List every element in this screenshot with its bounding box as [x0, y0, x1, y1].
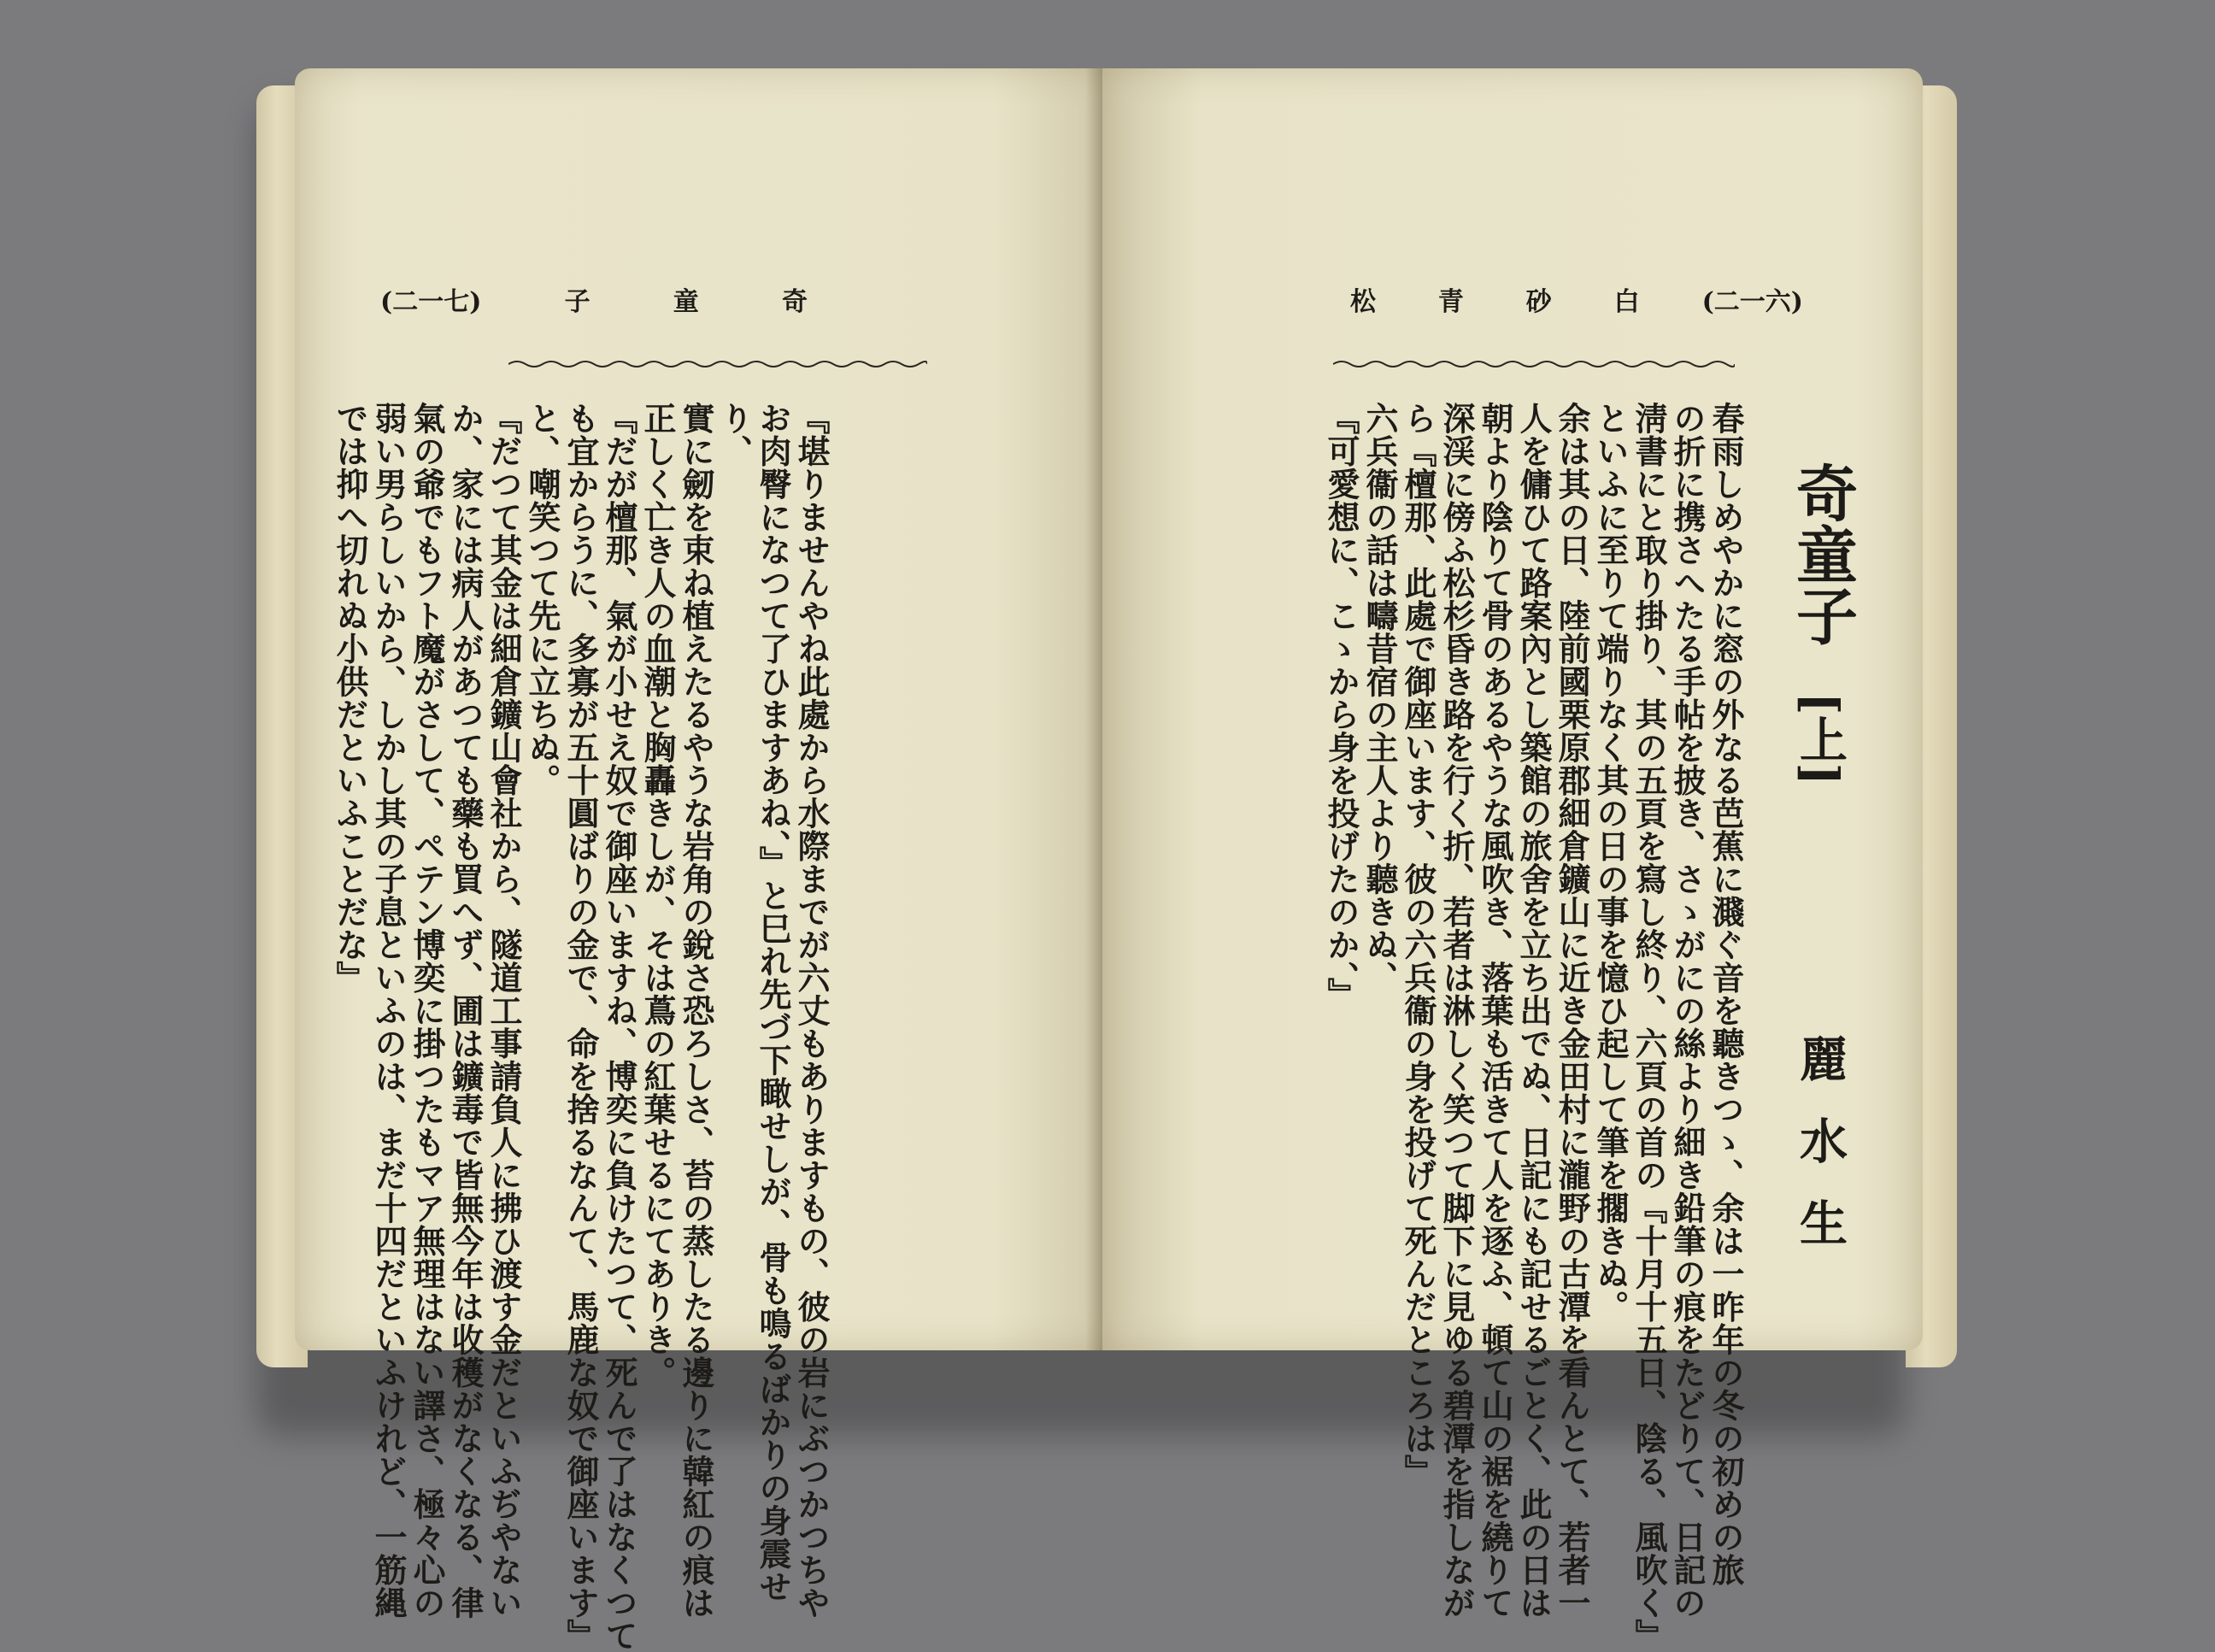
text-column: 朝より陰りて骨のあるやうな風吹き、落葉も活きて人を逐ふ、頓て山の裾を繞りて [1476, 402, 1514, 1620]
left-page-number: (二一七) [380, 287, 482, 317]
text-column: 六兵衞の話は疇昔宿の主人より聽きぬ、 [1360, 402, 1399, 994]
text-column: 春雨しめやかに窓の外なる芭蕉に濺ぐ音を聽きつゝ、余は一昨年の冬の初めの旅 [1707, 402, 1745, 1586]
text-column: 『だが檀那、氣が小せえ奴で御座いますね、博奕に負けたつて、死んで了はなくつて [600, 402, 638, 1652]
left-running-title-char: 子 [564, 287, 590, 317]
left-header-rule [508, 359, 927, 369]
text-column: 人を傭ひて路案內とし築館の旅舍を立ち出でぬ、日記にも記せるごとく、此の日は [1514, 402, 1553, 1620]
story-author: 麗水生 [1792, 1034, 1848, 1280]
text-column: 淸書にと取り掛り、其の五頁を寫し終り、六頁の首の『十月十五日、陰る、風吹く』 [1630, 402, 1668, 1652]
text-column: の折に携さへたる手帖を披き、さゝがにの絲より細き鉛筆の痕をたどりて、日記の [1668, 402, 1707, 1620]
right-page-number: (二一六) [1701, 287, 1803, 317]
right-running-title-char: 白 [1613, 287, 1640, 317]
text-column: 弱い男らしいから、しかし其の子息といふのは、まだ十四だといふけれど、一筋縄 [369, 402, 408, 1620]
text-column: 正しく亡き人の血潮と胸轟きしが、そは蔦の紅葉せるにてありき。 [638, 402, 677, 1389]
text-column: 氣の爺でもフト魔がさして、ペテン博奕に掛つたもマア無理はない譯さ、極々心の [408, 402, 446, 1620]
text-column: 『堪りませんやね此處から水際までが六丈もありますもの、彼の岩にぶつかつちや [792, 402, 831, 1620]
text-column: 『だつて其金は細倉鑛山會社から、隧道工事請負人に拂ひ渡す金だといふぢやない [485, 402, 523, 1620]
text-column: ら『檀那、此處で御座います、彼の六兵衞の身を投げて死んだところは』 [1399, 402, 1437, 1488]
left-running-title-char: 奇 [782, 287, 808, 317]
right-header-rule [1333, 359, 1735, 369]
text-column: では抑へ切れぬ小供だといふことだな』 [331, 402, 369, 994]
text-column: 實に劒を束ね植えたるやうな岩角の銳さ恐ろしさ、苔の蒸したる邊りに韓紅の痕は [677, 402, 715, 1620]
right-running-title-char: 青 [1437, 287, 1464, 317]
text-column: と、嘲笑つて先に立ちぬ。 [523, 402, 561, 797]
text-column: お肉臀になつて了ひますあね、』と巳れ先づ下瞰せしが、骨も鳴るばかりの身震せ [754, 402, 792, 1603]
left-page [295, 68, 1115, 1652]
right-page [1102, 68, 1923, 1652]
text-column: か、家には病人があつても藥も買へず、圃は鑛毒で皆無今年は收穫がなくなる、律 [446, 402, 485, 1620]
text-column: も宜からうに、多寡が五十圓ばりの金で、命を捨るなんて、馬鹿な奴で御座います』 [561, 402, 600, 1652]
text-column: 深渓に傍ふ松杉昏き路を行く折、若者は淋しく笑つて脚下に見ゆる碧潭を指しなが [1437, 402, 1476, 1620]
left-page-header [380, 282, 808, 316]
right-running-title-char: 砂 [1525, 287, 1552, 317]
right-page-header [1350, 282, 1803, 316]
story-part: [上] [1792, 692, 1848, 785]
text-column: といふに至りて端りなく其の日の事を憶ひ起して筆を擱きぬ。 [1591, 402, 1630, 1323]
text-column: 『可愛想に、こゝから身を投げたのか、』 [1322, 402, 1360, 1011]
left-running-title-char: 童 [673, 287, 699, 317]
text-column: り、 [715, 402, 754, 467]
text-column: 余は其の日、陸前國栗原郡細倉鑛山に近き金田村に瀧野の古潭を看んとて、若者一 [1553, 402, 1591, 1620]
right-running-title-char: 松 [1350, 287, 1376, 317]
story-title: 奇童子 [1786, 462, 1859, 646]
